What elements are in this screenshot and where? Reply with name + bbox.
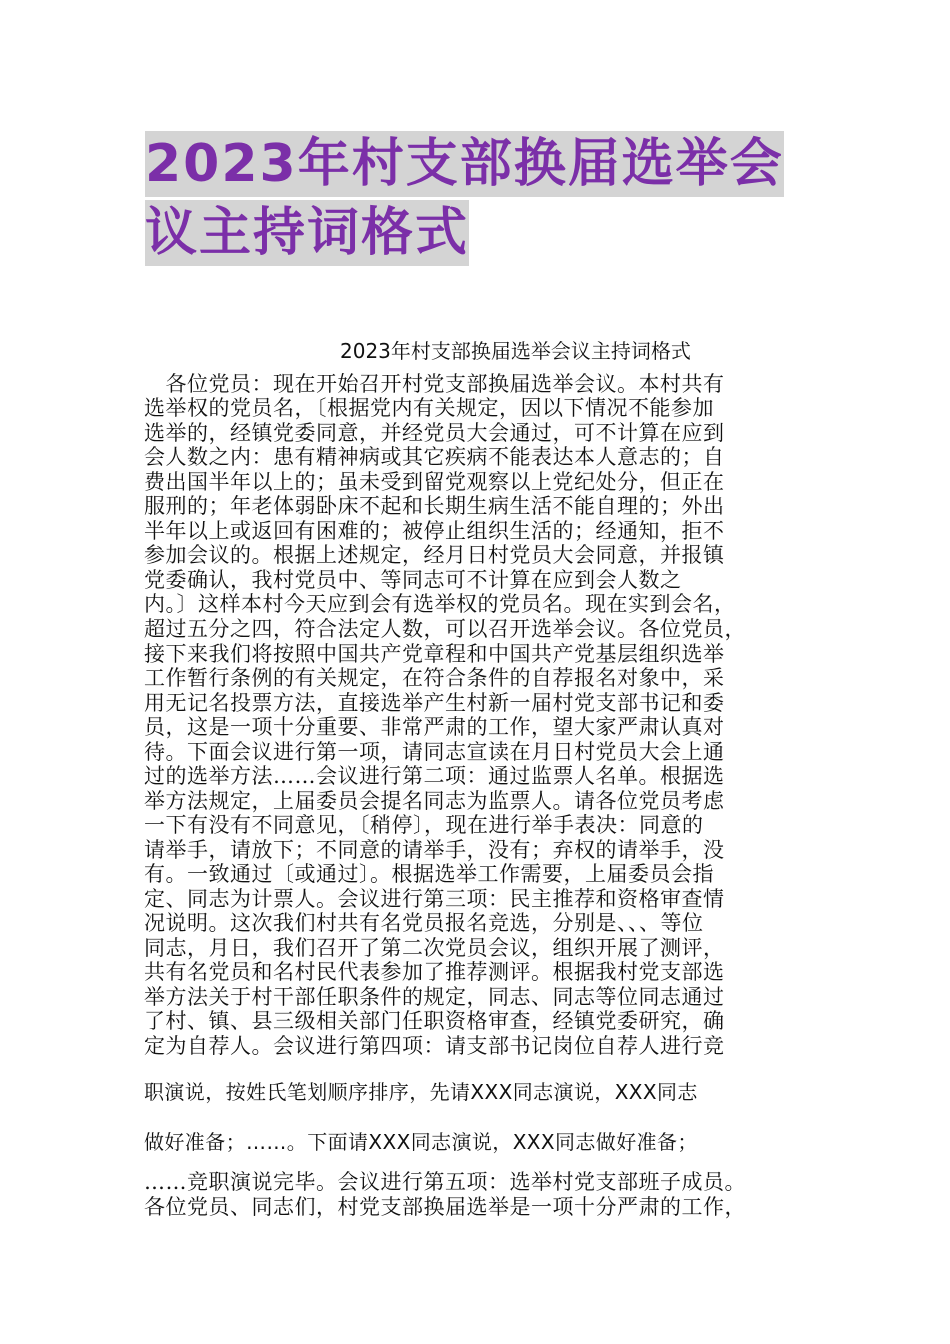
body-line: 内。〕这样本村今天应到会有选举权的党员名。现在实到会名， bbox=[144, 592, 736, 616]
body-line: 选举的，经镇党委同意，并经党员大会通过，可不计算在应到 bbox=[144, 421, 725, 445]
body-line: 举方法规定，上届委员会提名同志为监票人。请各位党员考虑 bbox=[144, 789, 725, 813]
body-line: 会人数之内：患有精神病或其它疾病不能表达本人意志的；自 bbox=[144, 445, 725, 469]
body-line: 定、同志为计票人。会议进行第三项：民主推荐和资格审查情 bbox=[144, 887, 725, 911]
body-line: 选举权的党员名，〔根据党内有关规定，因以下情况不能参加 bbox=[144, 396, 714, 420]
body-line: 服刑的；年老体弱卧床不起和长期生病生活不能自理的；外出 bbox=[144, 494, 725, 518]
body-line: 党委确认，我村党员中、等同志可不计算在应到会人数之 bbox=[144, 568, 682, 592]
document-title-line-1: 2023年村支部换届选举会 bbox=[145, 131, 784, 197]
body-line: 员，这是一项十分重要、非常严肃的工作，望大家严肃认真对 bbox=[144, 715, 725, 739]
body-line: 各位党员：现在开始召开村党支部换届选举会议。本村共有 bbox=[144, 372, 725, 396]
body-line: 待。下面会议进行第一项，请同志宣读在月日村党员大会上通 bbox=[144, 740, 725, 764]
body-line: 职演说，按姓氏笔划顺序排序，先请XXX同志演说，XXX同志 bbox=[144, 1080, 698, 1104]
body-line: 超过五分之四，符合法定人数，可以召开选举会议。各位党员， bbox=[144, 617, 746, 641]
body-line: 请举手，请放下；不同意的请举手，没有；弃权的请举手，没 bbox=[144, 838, 725, 862]
body-line: 费出国半年以上的；虽未受到留党观察以上党纪处分，但正在 bbox=[144, 470, 725, 494]
body-line: 同志，月日，我们召开了第二次党员会议，组织开展了测评， bbox=[144, 936, 725, 960]
body-line: 做好准备；……。下面请XXX同志演说，XXX同志做好准备； bbox=[144, 1130, 698, 1154]
body-line: 接下来我们将按照中国共产党章程和中国共产党基层组织选举 bbox=[144, 642, 725, 666]
document-title-line-2: 议主持词格式 bbox=[145, 200, 469, 266]
body-line: 工作暂行条例的有关规定，在符合条件的自荐报名对象中，采 bbox=[144, 666, 725, 690]
body-line: 有。一致通过〔或通过〕。根据选举工作需要，上届委员会指 bbox=[144, 862, 714, 886]
body-line: 一下有没有不同意见，〔稍停〕，现在进行举手表决：同意的 bbox=[144, 813, 704, 837]
body-line: ……竞职演说完毕。会议进行第五项：选举村党支部班子成员。 bbox=[144, 1170, 746, 1194]
body-line: 各位党员、同志们，村党支部换届选举是一项十分严肃的工作， bbox=[144, 1195, 746, 1219]
body-line: 了村、镇、县三级相关部门任职资格审查，经镇党委研究，确 bbox=[144, 1009, 725, 1033]
body-line: 半年以上或返回有困难的；被停止组织生活的；经通知，拒不 bbox=[144, 519, 725, 543]
body-line: 用无记名投票方法，直接选举产生村新一届村党支部书记和委 bbox=[144, 691, 725, 715]
body-line: 定为自荐人。会议进行第四项：请支部书记岗位自荐人进行竞 bbox=[144, 1034, 725, 1058]
body-line: 共有名党员和名村民代表参加了推荐测评。根据我村党支部选 bbox=[144, 960, 725, 984]
body-line: 举方法关于村干部任职条件的规定，同志、同志等位同志通过 bbox=[144, 985, 725, 1009]
body-line: 况说明。这次我们村共有名党员报名竞选，分别是、、、等位 bbox=[144, 911, 704, 935]
body-line: 过的选举方法……会议进行第二项：通过监票人名单。根据选 bbox=[144, 764, 725, 788]
document-subtitle: 2023年村支部换届选举会议主持词格式 bbox=[340, 339, 691, 363]
body-line: 参加会议的。根据上述规定，经月日村党员大会同意，并报镇 bbox=[144, 543, 725, 567]
